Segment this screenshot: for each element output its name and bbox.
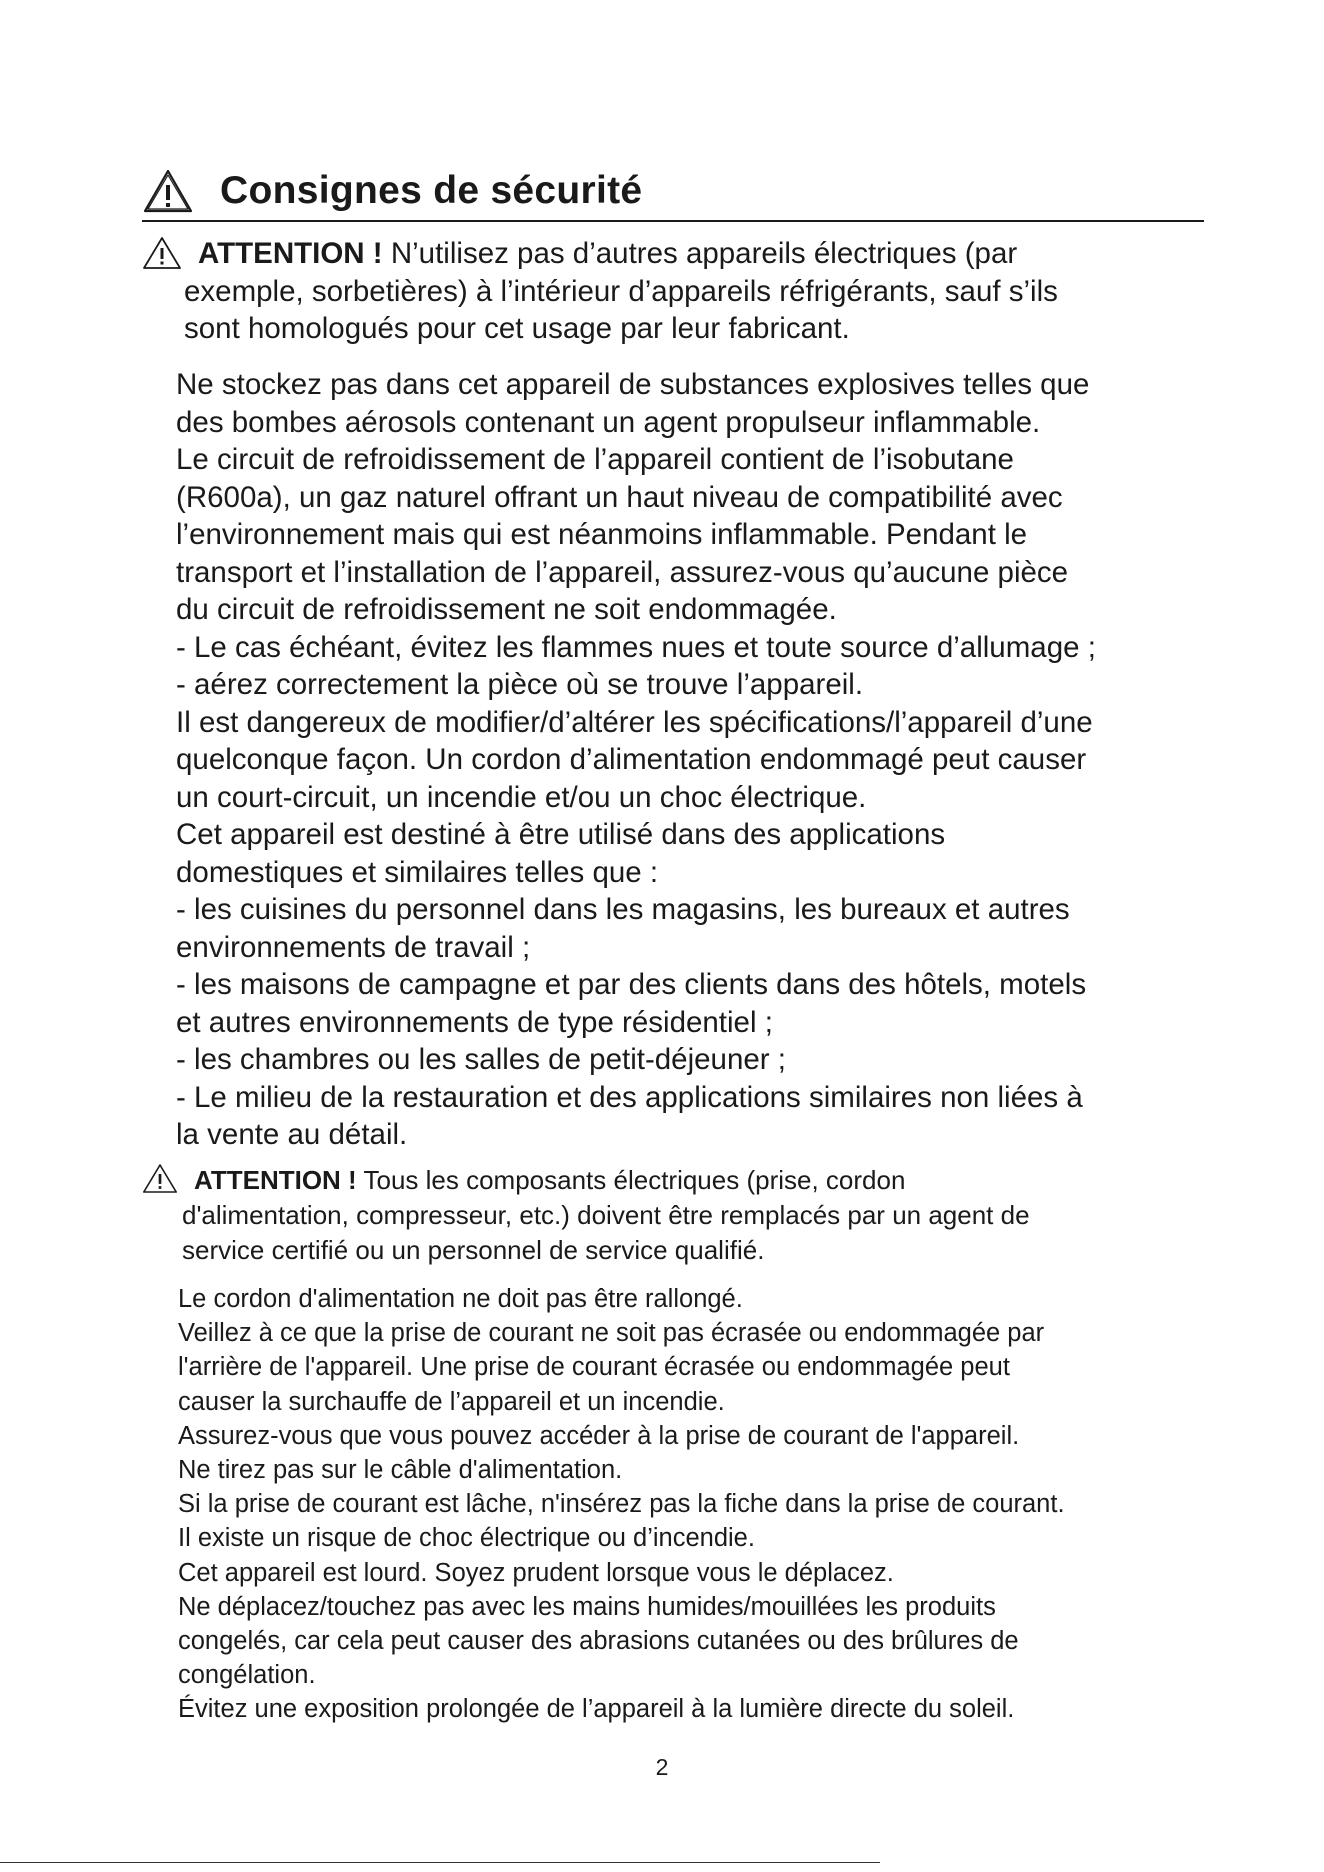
warning-text-line: sont homologués pour cet usage par leur fabricant. xyxy=(184,312,850,345)
text-line: Cet appareil est destiné à être utilisé dans des applications xyxy=(176,818,946,851)
safety-paragraphs-2 xyxy=(178,1282,1238,1727)
safety-paragraphs-1 xyxy=(176,366,1236,1154)
text-line: - Le milieu de la restauration et des applications similaires non liées à xyxy=(176,1080,1083,1114)
text-line: quelconque façon. Un cordon d’alimentation endommagé peut causer xyxy=(176,743,1087,776)
text-line: Évitez une exposition prolongée de l’appareil à la lumière directe du soleil. xyxy=(178,1695,1015,1724)
text-line: Assurez-vous que vous pouvez accéder à la prise de courant de l'appareil. xyxy=(178,1421,1020,1450)
text-line: Le cordon d'alimentation ne doit pas être rallongé. xyxy=(178,1285,743,1313)
text-line: congelés, car cela peut causer des abrasions cutanées ou des brûlures de xyxy=(178,1627,1019,1656)
text-line: causer la surchauffe de l’appareil et un incendie. xyxy=(178,1387,725,1416)
section-header xyxy=(142,168,642,214)
text-line: - les cuisines du personnel dans les magasins, les bureaux et autres xyxy=(176,893,1070,926)
text-line: Ne déplacez/touchez pas avec les mains humides/mouillées les produits xyxy=(178,1592,996,1621)
text-line: environnements de travail ; xyxy=(176,930,531,964)
text-line: la vente au détail. xyxy=(176,1118,408,1151)
text-line: transport et l’installation de l’appareil, assurez-vous qu’aucune pièce xyxy=(176,555,1069,589)
warning-label: ATTENTION ! xyxy=(198,237,383,270)
warning-label: ATTENTION ! xyxy=(194,1165,357,1195)
text-line: - les chambres ou les salles de petit-déjeuner ; xyxy=(176,1043,786,1076)
text-line: Ne tirez pas sur le câble d'alimentation. xyxy=(178,1456,623,1485)
warning-block-1 xyxy=(142,235,1232,348)
page-title: Consignes de sécurité xyxy=(220,169,643,212)
text-line: - Le cas échéant, évitez les flammes nues et toute source d’allumage ; xyxy=(176,630,1096,664)
text-line: (R600a), un gaz naturel offrant un haut niveau de compatibilité avec xyxy=(176,480,1063,514)
title-underline xyxy=(142,220,1204,222)
warning-text-line: Tous les composants électriques (prise, cordon xyxy=(363,1165,906,1195)
text-line: - les maisons de campagne et par des clients dans des hôtels, motels xyxy=(176,968,1087,1001)
text-line: du circuit de refroidissement ne soit endommagée. xyxy=(176,593,837,626)
text-line: Le circuit de refroidissement de l’appareil contient de l’isobutane xyxy=(176,443,1014,476)
text-line: congélation. xyxy=(178,1661,316,1690)
text-line: l’environnement mais qui est néanmoins inflammable. Pendant le xyxy=(176,518,1028,551)
warning-text-line: d'alimentation, compresseur, etc.) doivent être remplacés par un agent de xyxy=(182,1200,1030,1230)
text-line: Il existe un risque de choc électrique ou d’incendie. xyxy=(178,1524,755,1553)
text-line: un court-circuit, un incendie et/ou un choc électrique. xyxy=(176,780,867,814)
text-line: Ne stockez pas dans cet appareil de substances explosives telles que xyxy=(176,368,1090,401)
text-line: domestiques et similaires telles que : xyxy=(176,855,659,889)
text-line: des bombes aérosols contenant un agent propulseur inflammable. xyxy=(176,405,1041,439)
text-line: - aérez correctement la pièce où se trouve l’appareil. xyxy=(176,668,864,701)
warning-triangle-icon xyxy=(142,1163,178,1194)
footer-divider xyxy=(0,1862,880,1863)
warning-triangle-icon xyxy=(142,168,194,214)
text-line: l'arrière de l'appareil. Une prise de courant écrasée ou endommagée peut xyxy=(178,1353,1010,1382)
warning-triangle-icon xyxy=(142,236,182,270)
warning-text-line: service certifié ou un personnel de service qualifié. xyxy=(182,1235,765,1265)
text-line: Il est dangereux de modifier/d’altérer les spécifications/l’appareil d’une xyxy=(176,705,1093,739)
warning-text-line: exemple, sorbetières) à l’intérieur d’appareils réfrigérants, sauf s’ils xyxy=(184,274,1058,308)
text-line: Cet appareil est lourd. Soyez prudent lorsque vous le déplacez. xyxy=(178,1558,894,1587)
warning-text-line: N’utilisez pas d’autres appareils électriques (par xyxy=(390,237,1018,270)
text-line: Si la prise de courant est lâche, n'insérez pas la fiche dans la prise de courant. xyxy=(178,1490,1065,1519)
page-number: 2 xyxy=(655,1754,669,1780)
text-line: et autres environnements de type résidentiel ; xyxy=(176,1005,773,1039)
text-line: Veillez à ce que la prise de courant ne soit pas écrasée ou endommagée par xyxy=(178,1319,1045,1348)
warning-block-2 xyxy=(142,1163,1232,1268)
